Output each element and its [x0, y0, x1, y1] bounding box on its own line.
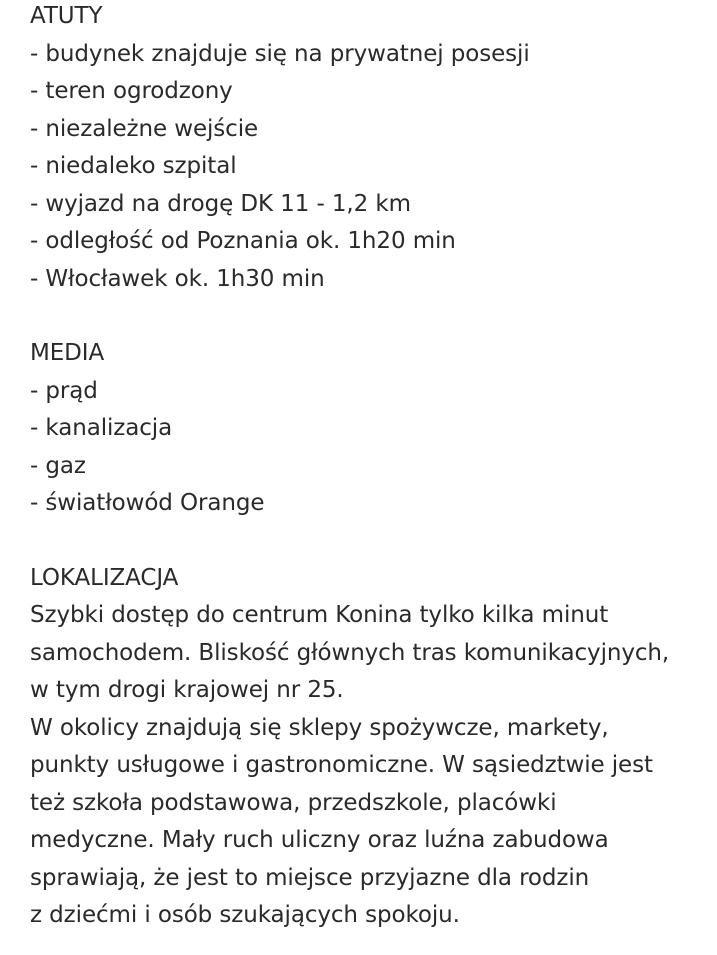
paragraph-line: W okolicy znajdują się sklepy spożywcze, markety, [30, 714, 609, 741]
section-heading: LOKALIZACJA [30, 564, 179, 591]
list-item: - Włocławek ok. 1h30 min [30, 265, 325, 292]
list-item: - wyjazd na drogę DK 11 - 1,2 km [30, 190, 411, 217]
section-atuty [30, 0, 710, 298]
list-item: - światłowód Orange [30, 490, 265, 516]
list-item: - niedaleko szpital [30, 153, 237, 179]
paragraph-line: z dziećmi i osób szukających spokoju. [30, 902, 460, 928]
list-item: - odległość od Poznania ok. 1h20 min [30, 228, 456, 254]
section-spacer [30, 298, 710, 335]
section-lokalizacja [30, 560, 710, 935]
listing-description [30, 0, 710, 935]
list-item: - gaz [30, 452, 86, 479]
paragraph-line: sprawiają, że jest to miejsce przyjazne dla rodzin [30, 864, 590, 891]
paragraph-line: punkty usługowe i gastronomiczne. W sąsiedztwie jest [30, 752, 653, 778]
section-heading: MEDIA [30, 340, 105, 366]
list-item: - niezależne wejście [30, 115, 259, 142]
paragraph-line: medyczne. Mały ruch uliczny oraz luźna zabudowa [30, 827, 609, 853]
paragraph-line: w tym drogi krajowej nr 25. [30, 677, 344, 703]
section-heading: ATUTY [30, 3, 103, 29]
paragraph-line: Szybki dostęp do centrum Konina tylko kilka minut [30, 602, 609, 628]
list-item: - budynek znajduje się na prywatnej posesji [30, 40, 530, 67]
paragraph-line: też szkoła podstawowa, przedszkole, placówki [30, 789, 557, 816]
list-item: - kanalizacja [30, 415, 173, 441]
list-item: - prąd [30, 377, 98, 404]
section-media [30, 335, 710, 523]
paragraph-line: samochodem. Bliskość głównych tras komunikacyjnych, [30, 639, 670, 666]
section-spacer [30, 523, 710, 560]
list-item: - teren ogrodzony [30, 78, 233, 104]
